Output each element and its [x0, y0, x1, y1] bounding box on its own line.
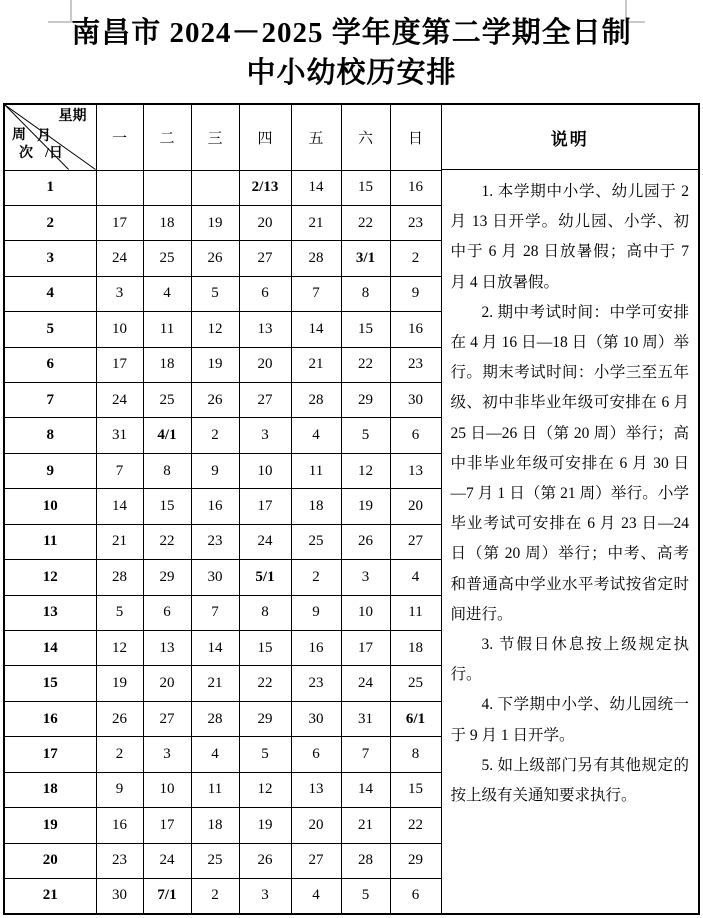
date-cell: 9 — [291, 595, 341, 630]
date-cell: 18 — [390, 630, 441, 665]
week-number-cell: 21 — [5, 878, 96, 913]
date-cell: 27 — [239, 383, 291, 418]
date-cell: 22 — [341, 205, 390, 240]
date-cell: 14 — [341, 772, 390, 807]
corner-weekday-label: 星期 — [58, 109, 87, 124]
date-cell: 24 — [143, 843, 191, 878]
week-row — [5, 524, 441, 559]
date-cell: 18 — [143, 205, 191, 240]
date-cell: 28 — [191, 701, 239, 736]
date-cell: 20 — [291, 808, 341, 843]
week-number-cell: 20 — [5, 843, 96, 878]
date-cell: 28 — [291, 241, 341, 276]
date-cell: 2 — [291, 560, 341, 595]
date-cell: 4 — [291, 878, 341, 913]
date-cell: 5 — [341, 418, 390, 453]
notes-content — [442, 170, 699, 913]
week-row — [5, 701, 441, 736]
week-number-cell: 17 — [5, 737, 96, 772]
date-cell: 10 — [143, 772, 191, 807]
date-cell: 17 — [341, 630, 390, 665]
date-cell: 6 — [143, 595, 191, 630]
date-cell: 27 — [291, 843, 341, 878]
date-cell: 21 — [291, 205, 341, 240]
date-cell: 14 — [291, 170, 341, 205]
date-cell: 29 — [390, 843, 441, 878]
week-row — [5, 560, 441, 595]
date-cell — [191, 170, 239, 205]
date-cell: 20 — [239, 205, 291, 240]
date-cell: 14 — [291, 312, 341, 347]
date-cell: 15 — [341, 312, 390, 347]
week-number-cell: 6 — [5, 347, 96, 382]
date-cell: 18 — [191, 808, 239, 843]
date-cell: 15 — [143, 489, 191, 524]
date-cell: 6 — [239, 276, 291, 311]
date-cell: 30 — [291, 701, 341, 736]
date-cell: 8 — [341, 276, 390, 311]
date-cell: 22 — [143, 524, 191, 559]
date-cell: 13 — [143, 630, 191, 665]
corner-week-char: 周 — [12, 128, 26, 143]
date-cell: 19 — [191, 347, 239, 382]
date-cell: 22 — [390, 808, 441, 843]
date-cell: 2 — [96, 737, 143, 772]
week-number-cell: 13 — [5, 595, 96, 630]
title-line-1: 南昌市 2024－2025 学年度第二学期全日制 — [71, 17, 632, 49]
date-cell: 5 — [341, 878, 390, 913]
week-number-cell: 3 — [5, 241, 96, 276]
date-cell: 11 — [390, 595, 441, 630]
week-number-cell: 7 — [5, 383, 96, 418]
date-cell: 26 — [341, 524, 390, 559]
week-row — [5, 383, 441, 418]
date-cell: 11 — [191, 772, 239, 807]
date-cell: 4 — [191, 737, 239, 772]
date-cell: 26 — [239, 843, 291, 878]
date-cell: 28 — [341, 843, 390, 878]
date-cell: 5 — [96, 595, 143, 630]
date-cell: 9 — [191, 453, 239, 488]
date-cell: 20 — [239, 347, 291, 382]
note-paragraph: 1. 本学期中小学、幼儿园于 2 月 13 日开学。幼儿园、小学、初中于 6 月 28 日放暑假；高中于 7 月 4 日放暑假。 — [450, 183, 689, 291]
week-row — [5, 276, 441, 311]
week-row — [5, 347, 441, 382]
date-cell: 29 — [239, 701, 291, 736]
date-cell: 5/1 — [239, 560, 291, 595]
date-cell: 8 — [143, 453, 191, 488]
date-cell: 19 — [96, 666, 143, 701]
note-paragraph: 4. 下学期中小学、幼儿园统一于 9 月 1 日开学。 — [450, 696, 689, 744]
date-cell: 3 — [239, 878, 291, 913]
date-cell: 23 — [390, 347, 441, 382]
date-cell: 31 — [96, 418, 143, 453]
date-cell: 19 — [239, 808, 291, 843]
week-row — [5, 489, 441, 524]
day-header-mon: 一 — [96, 105, 143, 170]
date-cell: 9 — [96, 772, 143, 807]
date-cell: 29 — [341, 383, 390, 418]
date-cell: 8 — [239, 595, 291, 630]
document-title — [0, 13, 703, 93]
date-cell: 7 — [96, 453, 143, 488]
corner-number-char: 次 — [19, 146, 33, 161]
note-paragraph: 3. 节假日休息按上级规定执行。 — [450, 636, 689, 684]
date-cell: 6 — [390, 878, 441, 913]
date-cell: 16 — [390, 170, 441, 205]
week-row — [5, 878, 441, 913]
date-cell: 2 — [191, 418, 239, 453]
week-number-cell: 18 — [5, 772, 96, 807]
week-row — [5, 453, 441, 488]
week-number-cell: 15 — [5, 666, 96, 701]
date-cell: 27 — [390, 524, 441, 559]
date-cell: 13 — [291, 772, 341, 807]
date-cell: 4 — [390, 560, 441, 595]
date-cell: 30 — [191, 560, 239, 595]
date-cell: 8 — [390, 737, 441, 772]
date-cell: 23 — [291, 666, 341, 701]
day-header-wed: 三 — [191, 105, 239, 170]
date-cell: 2 — [191, 878, 239, 913]
date-cell: 25 — [143, 241, 191, 276]
date-cell: 16 — [390, 312, 441, 347]
date-cell: 15 — [390, 772, 441, 807]
date-cell: 10 — [341, 595, 390, 630]
date-cell: 7 — [291, 276, 341, 311]
date-cell: 3 — [96, 276, 143, 311]
date-cell: 21 — [341, 808, 390, 843]
date-cell: 23 — [96, 843, 143, 878]
date-cell: 7/1 — [143, 878, 191, 913]
day-header-fri: 五 — [291, 105, 341, 170]
date-cell: 11 — [291, 453, 341, 488]
date-cell: 24 — [341, 666, 390, 701]
date-cell: 20 — [143, 666, 191, 701]
date-cell: 12 — [239, 772, 291, 807]
date-cell: 30 — [96, 878, 143, 913]
date-cell: 24 — [239, 524, 291, 559]
week-row — [5, 737, 441, 772]
header-row — [5, 105, 441, 170]
week-number-cell: 12 — [5, 560, 96, 595]
date-cell: 17 — [96, 347, 143, 382]
date-cell: 24 — [96, 383, 143, 418]
date-cell: 18 — [143, 347, 191, 382]
date-cell: 2/13 — [239, 170, 291, 205]
day-header-sun: 日 — [390, 105, 441, 170]
note-paragraph: 2. 期中考试时间：中学可安排在 4 月 16 日—18 日（第 10 周）举行。期末考试时间：小学三至五年级、初中非毕业年级可安排在 6 月 25 日—26 日（第 20 周）举行；高中非毕业年级可安排在 6 月 30 日—7 月 1 日（第 21 周）举行。小学毕业考试可安排在 6 月 23 日—24 日（第 20 周）举行；中考、高考和普通高中学业水平考试按省定时间进行。 — [450, 303, 689, 623]
week-number-cell: 1 — [5, 170, 96, 205]
corner-day-char: /日 — [45, 146, 63, 161]
date-cell: 6 — [390, 418, 441, 453]
date-cell: 3 — [341, 560, 390, 595]
date-cell: 9 — [390, 276, 441, 311]
date-cell: 16 — [96, 808, 143, 843]
date-cell: 15 — [341, 170, 390, 205]
corner-month-char: 月 — [37, 129, 51, 144]
calendar-body — [5, 105, 441, 913]
date-cell: 25 — [191, 843, 239, 878]
week-row — [5, 241, 441, 276]
date-cell — [143, 170, 191, 205]
date-cell: 6/1 — [390, 701, 441, 736]
calendar-sheet — [3, 103, 700, 915]
date-cell: 22 — [341, 347, 390, 382]
date-cell: 7 — [191, 595, 239, 630]
date-cell: 24 — [96, 241, 143, 276]
date-cell: 12 — [341, 453, 390, 488]
week-row — [5, 772, 441, 807]
date-cell: 13 — [239, 312, 291, 347]
week-number-cell: 19 — [5, 808, 96, 843]
date-cell: 3/1 — [341, 241, 390, 276]
week-number-cell: 16 — [5, 701, 96, 736]
date-cell: 14 — [191, 630, 239, 665]
date-cell: 20 — [390, 489, 441, 524]
date-cell: 26 — [191, 383, 239, 418]
date-cell: 19 — [341, 489, 390, 524]
date-cell: 21 — [291, 347, 341, 382]
corner-header-cell — [5, 105, 96, 170]
date-cell: 26 — [191, 241, 239, 276]
date-cell: 2 — [390, 241, 441, 276]
date-cell: 21 — [191, 666, 239, 701]
date-cell: 25 — [143, 383, 191, 418]
date-cell: 28 — [96, 560, 143, 595]
week-number-cell: 2 — [5, 205, 96, 240]
date-cell: 6 — [291, 737, 341, 772]
date-cell: 4/1 — [143, 418, 191, 453]
note-paragraph: 5. 如上级部门另有其他规定的按上级有关通知要求执行。 — [450, 756, 689, 805]
date-cell: 30 — [390, 383, 441, 418]
date-cell: 19 — [191, 205, 239, 240]
date-cell: 13 — [390, 453, 441, 488]
week-row — [5, 630, 441, 665]
notes-column — [442, 105, 699, 913]
calendar-table — [5, 105, 442, 913]
date-cell: 10 — [96, 312, 143, 347]
date-cell: 11 — [143, 312, 191, 347]
date-cell: 14 — [96, 489, 143, 524]
date-cell: 17 — [143, 808, 191, 843]
date-cell: 16 — [191, 489, 239, 524]
week-row — [5, 666, 441, 701]
week-number-cell: 9 — [5, 453, 96, 488]
date-cell — [96, 170, 143, 205]
date-cell: 31 — [341, 701, 390, 736]
date-cell: 25 — [390, 666, 441, 701]
date-cell: 15 — [239, 630, 291, 665]
week-number-cell: 11 — [5, 524, 96, 559]
day-header-tue: 二 — [143, 105, 191, 170]
date-cell: 27 — [143, 701, 191, 736]
notes-header: 说明 — [442, 105, 699, 170]
date-cell: 16 — [291, 630, 341, 665]
week-number-cell: 4 — [5, 276, 96, 311]
date-cell: 17 — [96, 205, 143, 240]
date-cell: 27 — [239, 241, 291, 276]
date-cell: 29 — [143, 560, 191, 595]
day-header-thu: 四 — [239, 105, 291, 170]
week-number-cell: 8 — [5, 418, 96, 453]
day-header-sat: 六 — [341, 105, 390, 170]
week-row — [5, 312, 441, 347]
week-row — [5, 170, 441, 205]
date-cell: 23 — [191, 524, 239, 559]
week-number-cell: 5 — [5, 312, 96, 347]
week-number-cell: 10 — [5, 489, 96, 524]
date-cell: 22 — [239, 666, 291, 701]
date-cell: 5 — [191, 276, 239, 311]
date-cell: 7 — [341, 737, 390, 772]
date-cell: 28 — [291, 383, 341, 418]
date-cell: 5 — [239, 737, 291, 772]
title-line-2: 中小幼校历安排 — [246, 57, 457, 89]
date-cell: 17 — [239, 489, 291, 524]
date-cell: 4 — [291, 418, 341, 453]
week-row — [5, 418, 441, 453]
date-cell: 10 — [239, 453, 291, 488]
date-cell: 21 — [96, 524, 143, 559]
date-cell: 12 — [96, 630, 143, 665]
week-row — [5, 595, 441, 630]
date-cell: 25 — [291, 524, 341, 559]
date-cell: 26 — [96, 701, 143, 736]
date-cell: 3 — [143, 737, 191, 772]
week-row — [5, 843, 441, 878]
date-cell: 12 — [191, 312, 239, 347]
date-cell: 3 — [239, 418, 291, 453]
week-row — [5, 205, 441, 240]
date-cell: 18 — [291, 489, 341, 524]
week-row — [5, 808, 441, 843]
week-number-cell: 14 — [5, 630, 96, 665]
date-cell: 23 — [390, 205, 441, 240]
date-cell: 4 — [143, 276, 191, 311]
